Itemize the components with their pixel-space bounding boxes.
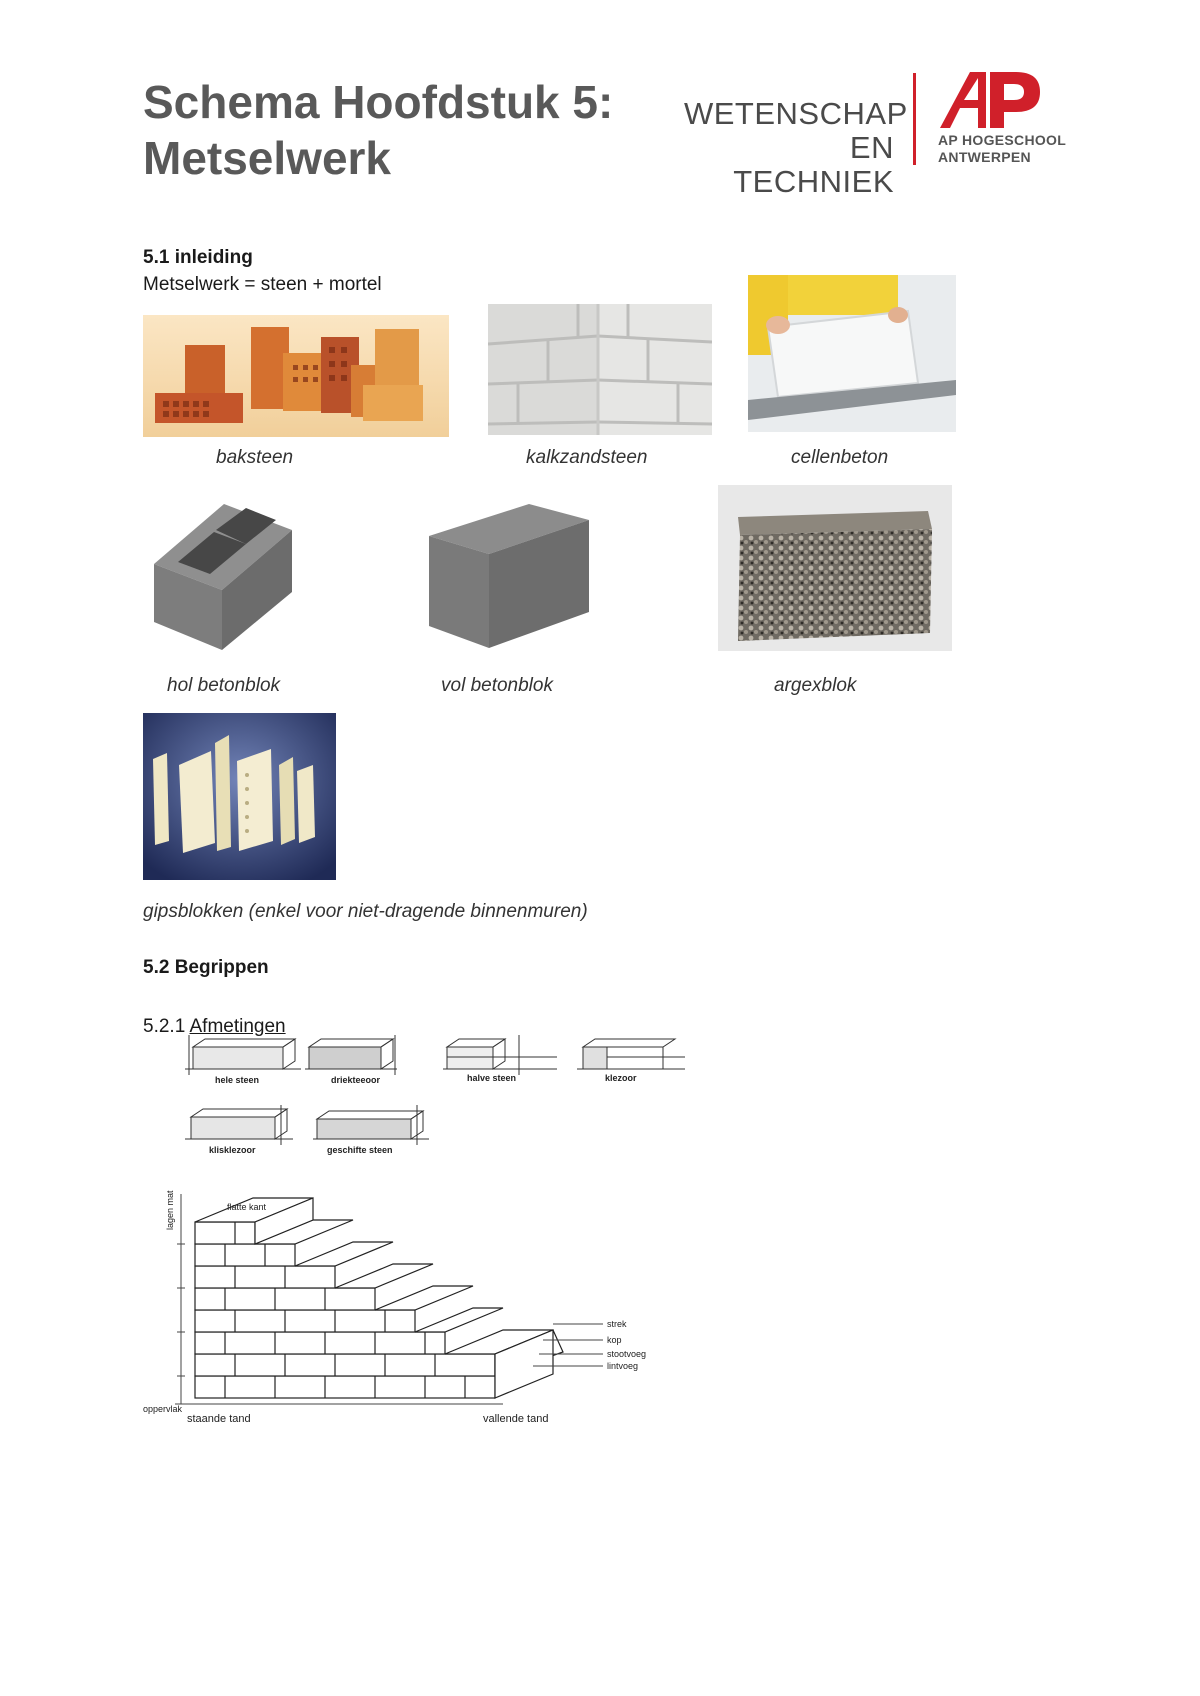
caption-vol-betonblok: vol betonblok: [441, 675, 553, 696]
dim-label-5: geschifte steen: [327, 1145, 393, 1155]
logo-right-line-1: AP HOGESCHOOL: [938, 132, 1067, 148]
logo-subtext: [938, 132, 1066, 166]
section-5-1-heading: 5.1 inleiding: [143, 247, 253, 268]
logo-left-line-2: EN TECHNIEK: [733, 130, 894, 199]
wall-label-vallende-tand: vallende tand: [483, 1413, 549, 1425]
title-line-1: Schema Hoofdstuk 5:: [143, 76, 614, 128]
baksteen-image: [143, 315, 449, 437]
logo-divider: [913, 73, 916, 165]
wall-label-strek: strek: [607, 1319, 627, 1329]
wall-label-staande-tand: staande tand: [187, 1413, 251, 1425]
logo-wetenschap-techniek: [684, 96, 908, 199]
dim-label-1: driekteeoor: [331, 1075, 381, 1085]
wall-bond-diagram: [143, 1190, 653, 1430]
gipsblokken-image: [143, 713, 336, 880]
caption-cellenbeton: cellenbeton: [791, 447, 889, 468]
caption-gipsblokken: gipsblokken (enkel voor niet-dragende binnenmuren): [143, 901, 588, 922]
caption-kalkzandsteen: kalkzandsteen: [526, 447, 648, 468]
section-5-1-intro: Metselwerk = steen + mortel: [143, 274, 382, 295]
caption-baksteen: baksteen: [216, 447, 294, 468]
wall-label-lintvoeg: lintvoeg: [607, 1361, 639, 1371]
wall-label-hatch: flatte kant: [227, 1202, 267, 1212]
subsection-title: Afmetingen: [189, 1016, 286, 1037]
hol-betonblok-image: [148, 502, 298, 652]
caption-hol-betonblok: hol betonblok: [167, 675, 281, 696]
kalkzandsteen-image: [488, 304, 712, 435]
argexblok-image: [718, 485, 952, 651]
logo-left-line-1: WETENSCHAP: [684, 96, 908, 131]
section-5-2-heading: 5.2 Begrippen: [143, 957, 269, 978]
wall-label-kop: kop: [607, 1335, 622, 1345]
wall-label-stootvoeg: stootvoeg: [607, 1349, 647, 1359]
ap-logo-icon: [938, 70, 1048, 135]
wall-label-vertical: lagen mat: [165, 1190, 175, 1230]
dim-label-0: hele steen: [215, 1075, 260, 1085]
vol-betonblok-image: [425, 502, 593, 652]
logo-right-line-2: ANTWERPEN: [938, 149, 1031, 165]
title-line-2: Metselwerk: [143, 132, 392, 184]
dim-label-2: halve steen: [467, 1073, 517, 1083]
dim-label-3: klezoor: [605, 1073, 637, 1083]
caption-argexblok: argexblok: [774, 675, 857, 696]
dim-label-4: klisklezoor: [209, 1145, 256, 1155]
wall-label-bottom-left: oppervlak: [143, 1404, 183, 1414]
subsection-number: 5.2.1: [143, 1016, 186, 1037]
page-title: [143, 74, 613, 186]
dimensions-diagram: [185, 1035, 705, 1165]
cellenbeton-image: [748, 275, 956, 432]
